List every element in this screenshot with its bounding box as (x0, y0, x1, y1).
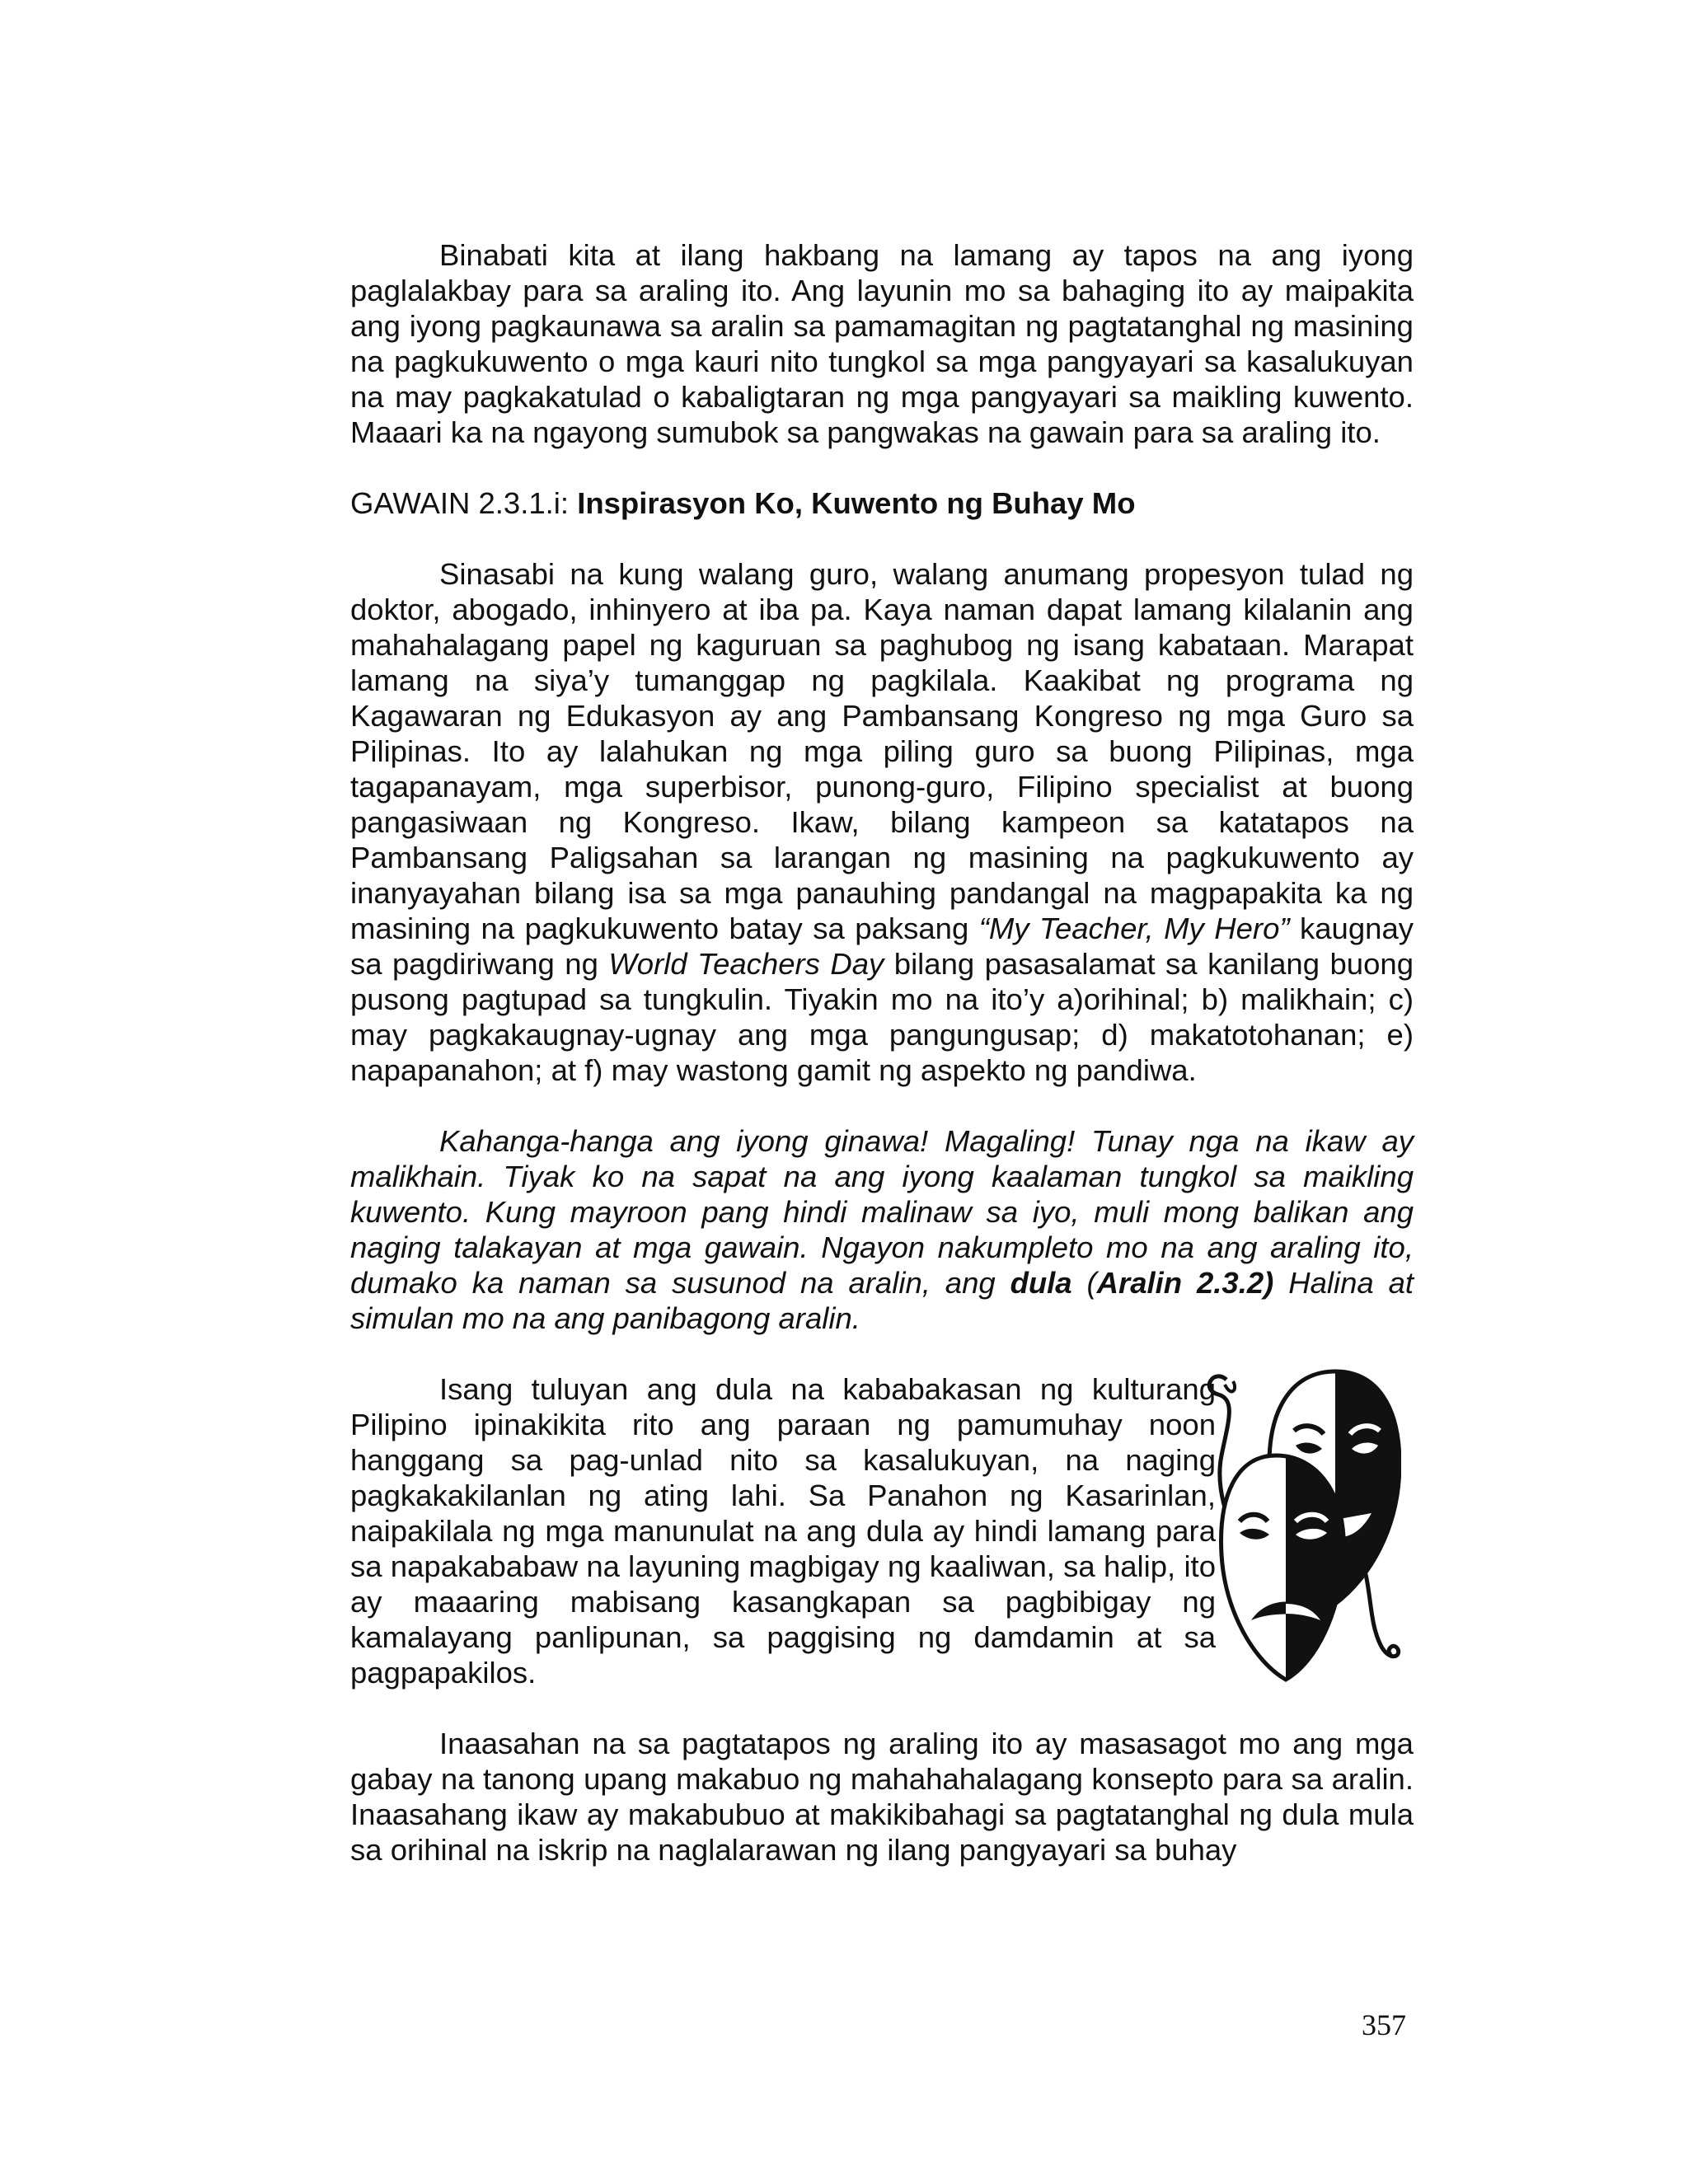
activity-instructions-paragraph (350, 556, 1414, 1088)
instructions-event: World Teachers Day (608, 947, 884, 981)
dula-intro-paragraph: Isang tuluyan ang dula na kababakasan ng kulturang Pilipino ipinakikita rito ang paraan ng pamumuhay noon hanggang sa pag-unlad nito sa kasalukuyan, na naging pagkakakilanlan ng ating lahi. Sa Panahon ng Kasarinlan, naipakilala ng mga manunulat na ang dula ay hindi lamang para sa napakababaw na layuning magbigay ng kaaliwan, sa halip, ito ay maaaring mabisang kasangkapan sa pagbibigay ng kamalayang panlipunan, sa paggising ng damdamin at sa pagpapakilos. (350, 1372, 1216, 1690)
closing-open-paren: ( (1071, 1266, 1097, 1300)
instructions-part-1: Sinasabi na kung walang guro, walang anumang propesyon tulad ng doktor, abogado, inhinyero at iba pa. Kaya naman dapat lamang kilalanin ang mahahalagang papel ng kaguruan sa paghubog ng isang kabataan. Marapat lamang na siya’y tumanggap ng pagkilala. Kaakibat ng programa ng Kagawaran ng Edukasyon ay ang Pambansang Kongreso ng mga Guro sa Pilipinas. Ito ay lalahukan ng mga piling guro sa buong Pilipinas, mga tagapanayam, mga superbisor, punong-guro, Filipino specialist at buong pangasiwaan ng Kongreso. Ikaw, bilang kampeon sa katatapos na Pambansang Paligsahan sa larangan ng masining na pagkukuwento ay inanyayahan bilang isa sa mga panauhing pandangal na magpapakita ka ng masining na pagkukuwento batay sa paksang (350, 557, 1414, 945)
instructions-part-3: bilang pasasalamat sa kanilang buong pusong pagtupad sa tungkulin. Tiyakin mo na ito’y a)orihinal; b) malikhain; c) may pagkakaugnay-ugnay ang mga pangungusap; d) makatotohanan; e) napapanahon; at f) may wastong gamit ng aspekto ng pandiwa. (350, 947, 1414, 1087)
instructions-topic: “My Teacher, My Hero” (978, 912, 1290, 945)
page-content (350, 237, 1414, 1868)
closing-dula: dula (1010, 1266, 1072, 1300)
page-number: 357 (1362, 2008, 1406, 2041)
instructions-part-2: kaugnay sa pagdiriwang ng (350, 912, 1414, 981)
expectations-paragraph: Inaasahan na sa pagtatapos ng araling ito ay masasagot mo ang mga gabay na tanong upang makabuo ng mahahahalagang konsepto para sa aralin. Inaasahang ikaw ay makabubuo at makikibahagi sa pagtatanghal ng dula mula sa orihinal na iskrip na naglalarawan ng ilang pangyayari sa buhay (350, 1727, 1414, 1867)
intro-paragraph: Binabati kita at ilang hakbang na lamang ay tapos na ang iyong paglalakbay para sa araling ito. Ang layunin mo sa bahaging ito ay maipakita ang iyong pagkaunawa sa aralin sa pamamagitan ng pagtatanghal ng masining na pagkukuwento o mga kauri nito tungkol sa mga pangyayari sa kasalukuyan na may pagkakatulad o kabaligtaran ng mga pangyayari sa maikling kuwento. Maaari ka na ngayong sumubok sa pangwakas na gawain para sa araling ito. (350, 238, 1414, 449)
closing-part-2: Halina at simulan mo na ang panibagong aralin. (350, 1266, 1414, 1335)
activity-title: Inspirasyon Ko, Kuwento ng Buhay Mo (577, 486, 1136, 520)
closing-aralin: Aralin 2.3.2) (1096, 1266, 1274, 1300)
theater-masks-icon (1203, 1365, 1401, 1686)
closing-paragraph (350, 1123, 1414, 1336)
closing-part-1: Kahanga-hanga ang iyong ginawa! Magaling! Tunay nga na ikaw ay malikhain. Tiyak ko na sapat na ang iyong kaalaman tungkol sa maikling kuwento. Kung mayroon pang hindi malinaw sa iyo, muli mong balikan ang naging talakayan at mga gawain. Ngayon nakumpleto mo na ang araling ito, dumako ka naman sa susunod na aralin, ang (350, 1124, 1414, 1300)
activity-heading (350, 485, 1414, 521)
dula-intro-section (350, 1371, 1414, 1690)
activity-label: GAWAIN 2.3.1.i: (350, 486, 578, 520)
